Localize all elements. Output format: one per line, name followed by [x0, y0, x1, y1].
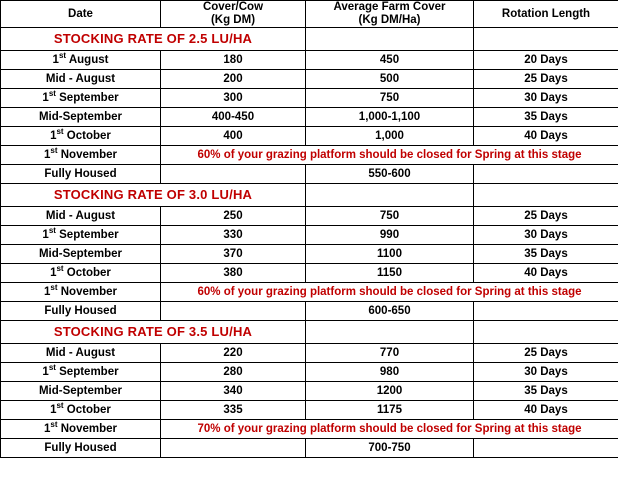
table-row [1, 165, 618, 184]
column-header-afc-line1: Average Farm Cover [333, 1, 446, 13]
cell-date [1, 165, 161, 184]
table-row [1, 51, 618, 70]
cell-cover-per-cow: 330 [161, 226, 306, 245]
closing-note: 70% of your grazing platform should be closed for Spring at this stage [161, 420, 618, 439]
cell-cover-per-cow: 400 [161, 127, 306, 146]
cell-average-farm-cover: 750 [306, 207, 474, 226]
cell-average-farm-cover: 990 [306, 226, 474, 245]
section-title-row [1, 184, 618, 207]
table-row [1, 146, 618, 165]
cell-date-text: 1 [44, 148, 51, 161]
cell-date-ordinal: st [50, 283, 58, 292]
cell-date-text: Fully Housed [44, 304, 117, 317]
cell-date-text: 1 [50, 129, 57, 142]
cell-date-text: 1 [44, 285, 51, 298]
cell-date-text: 1 [44, 422, 51, 435]
cell-average-farm-cover: 770 [306, 344, 474, 363]
cell-date-text: 1 [42, 228, 49, 241]
cell-date-rest: November [57, 422, 117, 435]
cell-average-farm-cover: 750 [306, 89, 474, 108]
column-header-average-farm-cover [306, 1, 474, 28]
cell-date [1, 89, 161, 108]
cell-rotation-length: 25 Days [474, 207, 618, 226]
cell-rotation-length: 40 Days [474, 401, 618, 420]
cell-date-text: 1 [42, 365, 49, 378]
column-header-cover-per-cow [161, 1, 306, 28]
cell-cover-per-cow [161, 439, 306, 458]
column-header-rotation-line1: Rotation Length [501, 7, 591, 20]
table-row [1, 108, 618, 127]
cell-rotation-length: 30 Days [474, 226, 618, 245]
cell-cover-per-cow: 280 [161, 363, 306, 382]
cell-date-ordinal: st [56, 127, 64, 136]
cell-date [1, 302, 161, 321]
cell-average-farm-cover: 500 [306, 70, 474, 89]
cell-date-ordinal: st [50, 146, 58, 155]
table-row [1, 283, 618, 302]
cell-date-text: Mid-September [38, 110, 123, 123]
cell-date-rest: October [63, 266, 111, 279]
cell-average-farm-cover: 980 [306, 363, 474, 382]
cell-cover-per-cow: 400-450 [161, 108, 306, 127]
table-row [1, 245, 618, 264]
cell-date-rest: October [63, 403, 111, 416]
cell-date-rest: November [57, 285, 117, 298]
cell-cover-per-cow: 340 [161, 382, 306, 401]
table-row [1, 70, 618, 89]
cell-rotation-length: 30 Days [474, 363, 618, 382]
cell-date-text: 1 [50, 266, 57, 279]
section-title: STOCKING RATE OF 2.5 LU/HA [1, 28, 306, 51]
cell-rotation-length: 40 Days [474, 264, 618, 283]
cell-date-text: Mid-September [38, 247, 123, 260]
cell-cover-per-cow: 200 [161, 70, 306, 89]
cell-average-farm-cover: 550-600 [306, 165, 474, 184]
section-title-spacer [306, 28, 474, 51]
table-row [1, 226, 618, 245]
cell-rotation-length: 25 Days [474, 344, 618, 363]
cell-cover-per-cow: 370 [161, 245, 306, 264]
section-title-spacer [474, 321, 618, 344]
cell-date [1, 283, 161, 302]
cell-cover-per-cow: 300 [161, 89, 306, 108]
cell-date [1, 401, 161, 420]
section-title-row [1, 28, 618, 51]
cell-average-farm-cover: 1150 [306, 264, 474, 283]
cell-date-text: Mid-September [38, 384, 123, 397]
cell-date [1, 127, 161, 146]
cell-date [1, 245, 161, 264]
section-title-spacer [474, 184, 618, 207]
column-header-cover-line2: (Kg DM) [210, 14, 256, 27]
cell-average-farm-cover: 1200 [306, 382, 474, 401]
table-row [1, 302, 618, 321]
cell-date-ordinal: st [56, 264, 64, 273]
cell-date-text: Mid - August [45, 346, 116, 359]
cell-average-farm-cover: 700-750 [306, 439, 474, 458]
column-header-date [1, 1, 161, 28]
cell-date-text: 1 [50, 403, 57, 416]
column-header-afc-line2: (Kg DM/Ha) [358, 14, 421, 27]
cell-date [1, 146, 161, 165]
cell-average-farm-cover: 1175 [306, 401, 474, 420]
table-row [1, 401, 618, 420]
cell-rotation-length: 40 Days [474, 127, 618, 146]
cell-date [1, 439, 161, 458]
cell-rotation-length: 35 Days [474, 245, 618, 264]
header-row [1, 1, 618, 28]
table-row [1, 420, 618, 439]
cell-date [1, 363, 161, 382]
table-row [1, 264, 618, 283]
table-row [1, 439, 618, 458]
cell-date-rest: August [66, 53, 109, 66]
cell-date-rest: September [55, 91, 119, 104]
cell-date [1, 344, 161, 363]
column-header-cover-line1: Cover/Cow [202, 1, 264, 13]
cell-date-ordinal: st [48, 89, 56, 98]
cell-rotation-length [474, 439, 618, 458]
cell-rotation-length: 20 Days [474, 51, 618, 70]
table-row [1, 127, 618, 146]
closing-note: 60% of your grazing platform should be closed for Spring at this stage [161, 146, 618, 165]
column-header-rotation-length [474, 1, 618, 28]
cell-cover-per-cow [161, 302, 306, 321]
cell-date-text: Fully Housed [44, 167, 117, 180]
cell-average-farm-cover: 1,000-1,100 [306, 108, 474, 127]
cell-rotation-length: 25 Days [474, 70, 618, 89]
cell-date-text: 1 [52, 53, 59, 66]
cell-date [1, 382, 161, 401]
cell-rotation-length: 30 Days [474, 89, 618, 108]
cell-date-rest: October [63, 129, 111, 142]
cell-average-farm-cover: 450 [306, 51, 474, 70]
cell-date [1, 70, 161, 89]
table-row [1, 382, 618, 401]
cell-cover-per-cow: 250 [161, 207, 306, 226]
cell-date-ordinal: st [48, 226, 56, 235]
cell-rotation-length: 35 Days [474, 382, 618, 401]
table-row [1, 344, 618, 363]
cell-date [1, 207, 161, 226]
section-title-spacer [306, 184, 474, 207]
cell-average-farm-cover: 600-650 [306, 302, 474, 321]
cell-cover-per-cow [161, 165, 306, 184]
table-row [1, 207, 618, 226]
column-header-date-line1: Date [68, 7, 93, 20]
cell-date-ordinal: st [50, 420, 58, 429]
cell-date-rest: September [55, 228, 119, 241]
cell-date [1, 264, 161, 283]
cell-rotation-length [474, 302, 618, 321]
cell-date-text: 1 [42, 91, 49, 104]
cell-date [1, 226, 161, 245]
closing-note: 60% of your grazing platform should be closed for Spring at this stage [161, 283, 618, 302]
cell-date-ordinal: st [58, 51, 67, 60]
cell-cover-per-cow: 220 [161, 344, 306, 363]
cell-average-farm-cover: 1100 [306, 245, 474, 264]
cell-date-text: Mid - August [45, 72, 116, 85]
cell-average-farm-cover: 1,000 [306, 127, 474, 146]
table-body [1, 28, 618, 458]
cell-date-rest: November [57, 148, 117, 161]
cell-rotation-length: 35 Days [474, 108, 618, 127]
cell-cover-per-cow: 180 [161, 51, 306, 70]
section-title-spacer [306, 321, 474, 344]
cell-date [1, 420, 161, 439]
section-title: STOCKING RATE OF 3.5 LU/HA [1, 321, 306, 344]
section-title-row [1, 321, 618, 344]
table-header [1, 1, 618, 28]
cell-date [1, 51, 161, 70]
cell-date [1, 108, 161, 127]
cell-date-rest: September [55, 365, 119, 378]
section-title: STOCKING RATE OF 3.0 LU/HA [1, 184, 306, 207]
cell-date-text: Mid - August [45, 209, 116, 222]
cell-date-ordinal: st [56, 401, 64, 410]
cell-date-ordinal: st [48, 363, 56, 372]
cell-cover-per-cow: 380 [161, 264, 306, 283]
table-row [1, 363, 618, 382]
table-row [1, 89, 618, 108]
cell-rotation-length [474, 165, 618, 184]
cell-date-text: Fully Housed [44, 441, 117, 454]
section-title-spacer [474, 28, 618, 51]
cell-cover-per-cow: 335 [161, 401, 306, 420]
